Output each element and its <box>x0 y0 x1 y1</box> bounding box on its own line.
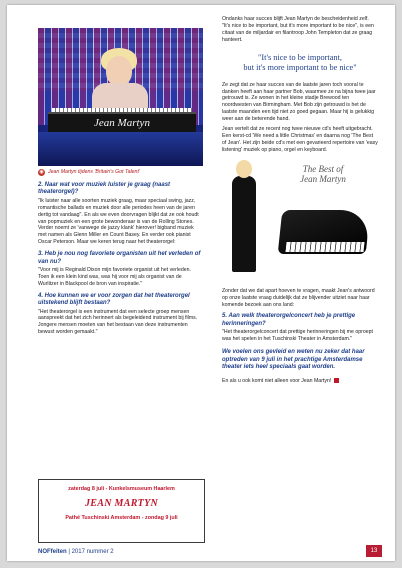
answer-4: "Het theaterorgel is een instrument dat een selecte groep mensen aanspreekt dat het zich herinnert als begeleidend instrument bij films. Jongere mensen moeten van het bestaan van deze instrumenten bewust worden gemaakt." <box>38 308 198 336</box>
cd-paragraph: Jean vertelt dat ze recent nog twee nieuwe cd's heeft uitgebracht. Een kerst-cd 'We need a little Christmas' en daarna nog 'The Best of Jean'. Het zijn beide cd's met een gevarieerd repertoire van 'easy listening' muziek op piano, orgel en keyboard. <box>222 126 378 153</box>
piano-keys <box>285 242 364 252</box>
closing-line <box>222 378 378 385</box>
pull-quote <box>222 53 378 73</box>
album-title-line-1: The Best of <box>302 163 344 174</box>
album-right-panel <box>270 158 376 270</box>
photo-caption <box>38 169 203 176</box>
photo-stage-floor <box>38 132 203 166</box>
question-5: 5. Aan welk theaterorgelconcert heb je prettige herinneringen? <box>222 313 356 327</box>
magazine-page <box>7 5 395 561</box>
magazine-name: NOFfeiten <box>38 549 67 555</box>
visit-paragraph: Zonder dat we dat apart hoeven te vragen, maakt Jean's antwoord op onze laatste vraag duidelijk dat ze blijvender uitziet naar haar komende bezoek aan ons land: <box>222 287 375 308</box>
ad-artist-name: JEAN MARTYN <box>84 498 159 509</box>
left-column <box>38 28 203 339</box>
answer-5: "Het theaterorgelconcert dat prettige herinneringen bij me oproept was het spelen in het Tuschinski Theater in Amsterdam." <box>222 329 373 343</box>
grand-piano-image <box>276 198 372 270</box>
album-cover <box>222 158 378 282</box>
closing-statement: We voelen ons gevleid en weten nu zeker dat haar optreden van 9 juli in het prachtige Amsterdamse theater iets heel speciaals gaat worden. <box>222 349 365 371</box>
organ-console <box>48 112 196 132</box>
partner-paragraph: Ze zegt dat ze haar succes van de laatste jaren toch vooral te danken heeft aan haar partner Bob, waarmee ze na bijna twee jaar getrouwd is. Ze wonen in het kleine stadje Brewood ten noordwesten van Birmingham. Met Bob zijn getrouwd is het de laatste maanden een tijd niet zo goed gegaan. Maar hij is gelukkig weer aan de beterende hand. <box>222 81 376 123</box>
ad-date-haarlem: zaterdag 8 juli - Kunkelsmuseum Haarlem <box>68 486 175 492</box>
photo-caption-text: Jean Martyn tijdens 'Britain's Got Talent' <box>48 169 140 176</box>
camera-icon: ◉ <box>39 169 44 175</box>
ad-date-amsterdam: Pathé Tuschinski Amsterdam - zondag 9 juli <box>65 515 178 521</box>
question-3: 3. Heb je nou nog favoriete organisten uit het verleden of van nu? <box>38 251 201 265</box>
pull-quote-line-2: but it's more important to be nice" <box>243 62 357 72</box>
answer-2: "Ik luister naar alle soorten muziek graag, maar speciaal swing, jazz, romantische ballads en muziek door alle periodes heen van de jaren dertig tot vandaag". En als we even doorvragen blijkt dat ze ook houdt van popmuziek en een grote bewonderaar is van de Rolling Stones. Verder noemt ze 'vanwege de jazzy klank' hierover! bigband muziek met namen als Glenn Miller en Count Basey. En verder ook pianist Oscar Peterson. Maar we keren terug naar het theaterorgel: <box>38 197 199 246</box>
artist-dress <box>232 176 256 272</box>
concert-advertisement <box>38 479 205 543</box>
closing-line-text: En als u ook komt niet alleen voor Jean Martyn! <box>222 377 332 384</box>
magazine-issue: | 2017 nummer 2 <box>68 549 114 555</box>
performer-face <box>106 56 132 86</box>
pull-quote-line-1: "It's nice to be important, <box>258 52 342 62</box>
album-artist-figure <box>222 158 268 282</box>
right-column <box>222 16 378 387</box>
organ-name-label: Jean Martyn <box>94 117 150 129</box>
page-number: 13 <box>366 545 382 557</box>
question-4: 4. Hoe kunnen we er voor zorgen dat het theaterorgel uitstekend blijft bestaan? <box>38 292 190 307</box>
album-title-line-2: Jean Martyn <box>300 173 346 184</box>
album-title <box>270 164 376 184</box>
end-of-article-mark <box>334 378 339 383</box>
intro-paragraph: Ondanks haar succes blijft Jean Martyn de bescheidenheid zelf. "It's nice to be important, but it's more important to be nice", is een citaat van de miljardair en filantroop John Templeton dat ze graag hanteert. <box>222 16 374 43</box>
footer-magazine-label <box>38 549 114 555</box>
jean-martyn-photo <box>38 28 203 166</box>
question-2: 2. Naar wat voor muziek luister je graag (naast theaterorgel)? <box>38 182 171 196</box>
artist-head <box>236 160 252 178</box>
answer-3: "Voor mij is Reginald Dixon mijn favoriete organist uit het verleden. Toen ik een klein kind was, was hij voor mij als organist van de Wurlitzer in Blackpool de bron van inspiratie." <box>38 266 191 287</box>
